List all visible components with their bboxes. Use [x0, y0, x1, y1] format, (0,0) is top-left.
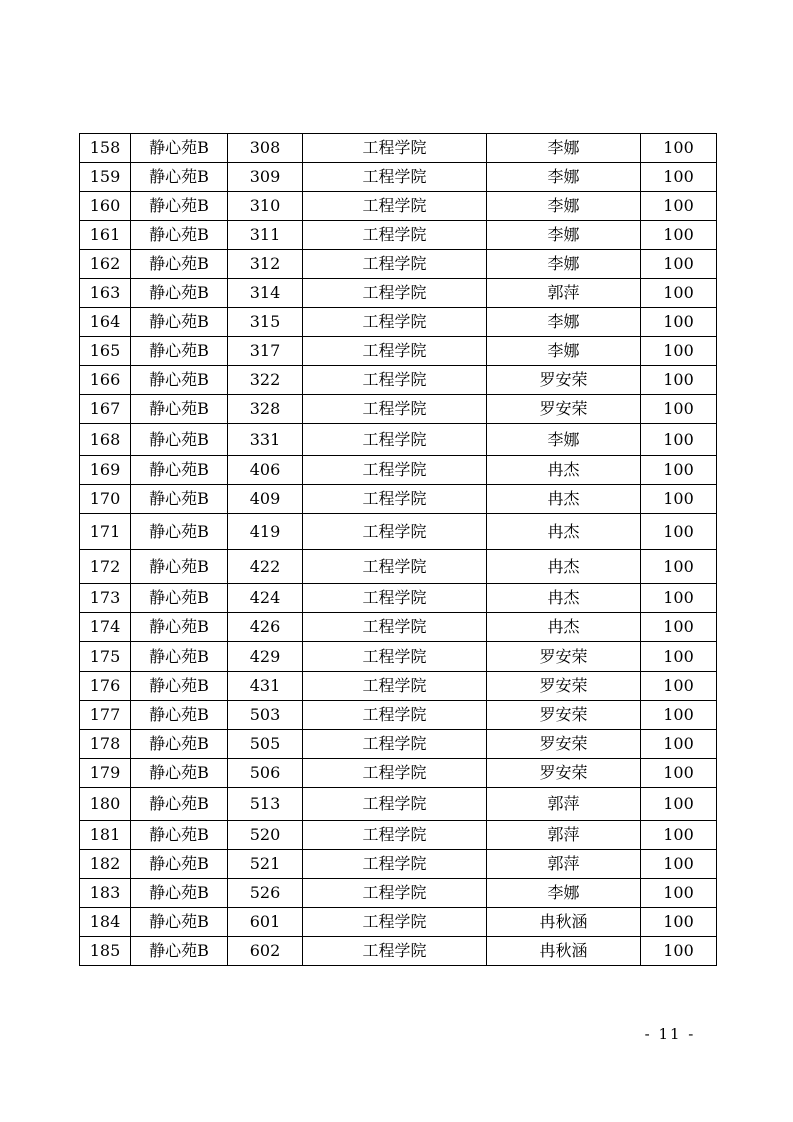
cell-row-number: 176 [80, 672, 131, 701]
cell-row-number: 185 [80, 937, 131, 966]
cell-college: 工程学院 [303, 134, 487, 163]
cell-college: 工程学院 [303, 279, 487, 308]
table-row [80, 250, 717, 279]
cell-score: 100 [641, 514, 717, 550]
cell-college: 工程学院 [303, 337, 487, 366]
table-row [80, 788, 717, 821]
cell-row-number: 181 [80, 821, 131, 850]
cell-row-number: 175 [80, 642, 131, 672]
cell-score: 100 [641, 134, 717, 163]
cell-score: 100 [641, 163, 717, 192]
table-row [80, 308, 717, 337]
cell-person: 郭萍 [487, 788, 641, 821]
cell-score: 100 [641, 937, 717, 966]
cell-building: 静心苑B [131, 337, 228, 366]
cell-room: 406 [228, 456, 303, 485]
cell-row-number: 170 [80, 485, 131, 514]
cell-row-number: 168 [80, 424, 131, 456]
cell-college: 工程学院 [303, 730, 487, 759]
table-row [80, 514, 717, 550]
table-row [80, 850, 717, 879]
cell-building: 静心苑B [131, 221, 228, 250]
cell-score: 100 [641, 584, 717, 613]
cell-person: 冉杰 [487, 485, 641, 514]
table-row [80, 485, 717, 514]
cell-score: 100 [641, 366, 717, 395]
cell-college: 工程学院 [303, 514, 487, 550]
cell-room: 602 [228, 937, 303, 966]
cell-person: 李娜 [487, 163, 641, 192]
cell-building: 静心苑B [131, 759, 228, 788]
cell-person: 冉杰 [487, 514, 641, 550]
cell-building: 静心苑B [131, 279, 228, 308]
cell-room: 331 [228, 424, 303, 456]
cell-building: 静心苑B [131, 642, 228, 672]
table-row [80, 701, 717, 730]
cell-college: 工程学院 [303, 192, 487, 221]
cell-person: 罗安荣 [487, 730, 641, 759]
cell-person: 郭萍 [487, 850, 641, 879]
cell-score: 100 [641, 642, 717, 672]
cell-building: 静心苑B [131, 395, 228, 424]
cell-room: 506 [228, 759, 303, 788]
cell-building: 静心苑B [131, 192, 228, 221]
cell-building: 静心苑B [131, 250, 228, 279]
cell-person: 李娜 [487, 308, 641, 337]
cell-score: 100 [641, 850, 717, 879]
cell-row-number: 173 [80, 584, 131, 613]
cell-score: 100 [641, 337, 717, 366]
cell-person: 罗安荣 [487, 759, 641, 788]
table-row [80, 759, 717, 788]
cell-building: 静心苑B [131, 456, 228, 485]
cell-row-number: 180 [80, 788, 131, 821]
table-row [80, 584, 717, 613]
cell-building: 静心苑B [131, 613, 228, 642]
cell-score: 100 [641, 821, 717, 850]
cell-row-number: 179 [80, 759, 131, 788]
table-row [80, 642, 717, 672]
cell-score: 100 [641, 279, 717, 308]
cell-row-number: 182 [80, 850, 131, 879]
cell-room: 328 [228, 395, 303, 424]
cell-score: 100 [641, 701, 717, 730]
cell-row-number: 178 [80, 730, 131, 759]
cell-person: 冉秋涵 [487, 908, 641, 937]
cell-room: 601 [228, 908, 303, 937]
cell-row-number: 161 [80, 221, 131, 250]
cell-room: 521 [228, 850, 303, 879]
cell-score: 100 [641, 424, 717, 456]
cell-college: 工程学院 [303, 879, 487, 908]
cell-college: 工程学院 [303, 821, 487, 850]
cell-room: 426 [228, 613, 303, 642]
cell-building: 静心苑B [131, 514, 228, 550]
table-row [80, 221, 717, 250]
cell-person: 罗安荣 [487, 366, 641, 395]
table-row [80, 337, 717, 366]
cell-person: 罗安荣 [487, 701, 641, 730]
cell-room: 311 [228, 221, 303, 250]
cell-score: 100 [641, 908, 717, 937]
cell-score: 100 [641, 250, 717, 279]
cell-room: 431 [228, 672, 303, 701]
cell-room: 310 [228, 192, 303, 221]
cell-score: 100 [641, 759, 717, 788]
cell-building: 静心苑B [131, 308, 228, 337]
cell-person: 罗安荣 [487, 642, 641, 672]
cell-building: 静心苑B [131, 163, 228, 192]
cell-college: 工程学院 [303, 485, 487, 514]
cell-person: 李娜 [487, 879, 641, 908]
table-row [80, 395, 717, 424]
cell-room: 422 [228, 550, 303, 584]
cell-college: 工程学院 [303, 456, 487, 485]
table-row [80, 908, 717, 937]
cell-room: 505 [228, 730, 303, 759]
table-row [80, 550, 717, 584]
cell-row-number: 162 [80, 250, 131, 279]
cell-person: 李娜 [487, 424, 641, 456]
cell-college: 工程学院 [303, 395, 487, 424]
cell-college: 工程学院 [303, 366, 487, 395]
cell-score: 100 [641, 395, 717, 424]
cell-score: 100 [641, 672, 717, 701]
table-row [80, 366, 717, 395]
cell-score: 100 [641, 308, 717, 337]
cell-person: 冉杰 [487, 456, 641, 485]
cell-building: 静心苑B [131, 134, 228, 163]
cell-college: 工程学院 [303, 250, 487, 279]
table-row [80, 821, 717, 850]
cell-building: 静心苑B [131, 937, 228, 966]
cell-room: 429 [228, 642, 303, 672]
table-body [80, 134, 717, 966]
table-row [80, 730, 717, 759]
cell-room: 308 [228, 134, 303, 163]
cell-row-number: 159 [80, 163, 131, 192]
table-row [80, 937, 717, 966]
cell-building: 静心苑B [131, 424, 228, 456]
cell-score: 100 [641, 456, 717, 485]
cell-score: 100 [641, 730, 717, 759]
cell-room: 424 [228, 584, 303, 613]
cell-row-number: 184 [80, 908, 131, 937]
cell-room: 317 [228, 337, 303, 366]
cell-room: 409 [228, 485, 303, 514]
cell-room: 526 [228, 879, 303, 908]
cell-row-number: 164 [80, 308, 131, 337]
cell-person: 冉杰 [487, 613, 641, 642]
cell-person: 李娜 [487, 221, 641, 250]
cell-college: 工程学院 [303, 701, 487, 730]
cell-building: 静心苑B [131, 672, 228, 701]
cell-building: 静心苑B [131, 584, 228, 613]
cell-college: 工程学院 [303, 672, 487, 701]
cell-college: 工程学院 [303, 221, 487, 250]
cell-row-number: 172 [80, 550, 131, 584]
table-row [80, 192, 717, 221]
cell-score: 100 [641, 192, 717, 221]
cell-room: 315 [228, 308, 303, 337]
cell-person: 李娜 [487, 134, 641, 163]
cell-college: 工程学院 [303, 584, 487, 613]
cell-college: 工程学院 [303, 424, 487, 456]
cell-college: 工程学院 [303, 308, 487, 337]
cell-row-number: 165 [80, 337, 131, 366]
cell-building: 静心苑B [131, 485, 228, 514]
cell-person: 郭萍 [487, 821, 641, 850]
cell-row-number: 169 [80, 456, 131, 485]
table-row [80, 613, 717, 642]
cell-college: 工程学院 [303, 550, 487, 584]
cell-college: 工程学院 [303, 908, 487, 937]
cell-college: 工程学院 [303, 163, 487, 192]
cell-score: 100 [641, 485, 717, 514]
cell-building: 静心苑B [131, 879, 228, 908]
cell-room: 314 [228, 279, 303, 308]
cell-score: 100 [641, 550, 717, 584]
cell-room: 503 [228, 701, 303, 730]
cell-person: 罗安荣 [487, 672, 641, 701]
cell-room: 419 [228, 514, 303, 550]
cell-person: 郭萍 [487, 279, 641, 308]
cell-college: 工程学院 [303, 613, 487, 642]
cell-row-number: 174 [80, 613, 131, 642]
table-row [80, 672, 717, 701]
cell-building: 静心苑B [131, 701, 228, 730]
cell-person: 李娜 [487, 250, 641, 279]
cell-building: 静心苑B [131, 550, 228, 584]
cell-building: 静心苑B [131, 850, 228, 879]
cell-person: 冉杰 [487, 584, 641, 613]
table-row [80, 279, 717, 308]
cell-room: 520 [228, 821, 303, 850]
cell-row-number: 160 [80, 192, 131, 221]
cell-score: 100 [641, 879, 717, 908]
cell-row-number: 158 [80, 134, 131, 163]
cell-building: 静心苑B [131, 788, 228, 821]
table-row [80, 456, 717, 485]
cell-person: 冉杰 [487, 550, 641, 584]
cell-person: 李娜 [487, 192, 641, 221]
cell-college: 工程学院 [303, 937, 487, 966]
table-row [80, 163, 717, 192]
dormitory-score-table [79, 133, 717, 966]
cell-row-number: 163 [80, 279, 131, 308]
cell-person: 罗安荣 [487, 395, 641, 424]
table-row [80, 424, 717, 456]
cell-row-number: 183 [80, 879, 131, 908]
cell-building: 静心苑B [131, 366, 228, 395]
cell-college: 工程学院 [303, 759, 487, 788]
cell-row-number: 167 [80, 395, 131, 424]
cell-room: 309 [228, 163, 303, 192]
cell-room: 312 [228, 250, 303, 279]
table-row [80, 134, 717, 163]
cell-building: 静心苑B [131, 730, 228, 759]
cell-college: 工程学院 [303, 788, 487, 821]
page-number: - 11 - [644, 1025, 696, 1043]
cell-score: 100 [641, 613, 717, 642]
table-row [80, 879, 717, 908]
cell-college: 工程学院 [303, 642, 487, 672]
cell-row-number: 171 [80, 514, 131, 550]
cell-row-number: 177 [80, 701, 131, 730]
cell-score: 100 [641, 788, 717, 821]
cell-row-number: 166 [80, 366, 131, 395]
cell-score: 100 [641, 221, 717, 250]
cell-person: 冉秋涵 [487, 937, 641, 966]
cell-building: 静心苑B [131, 908, 228, 937]
cell-room: 322 [228, 366, 303, 395]
cell-person: 李娜 [487, 337, 641, 366]
cell-room: 513 [228, 788, 303, 821]
cell-college: 工程学院 [303, 850, 487, 879]
cell-building: 静心苑B [131, 821, 228, 850]
